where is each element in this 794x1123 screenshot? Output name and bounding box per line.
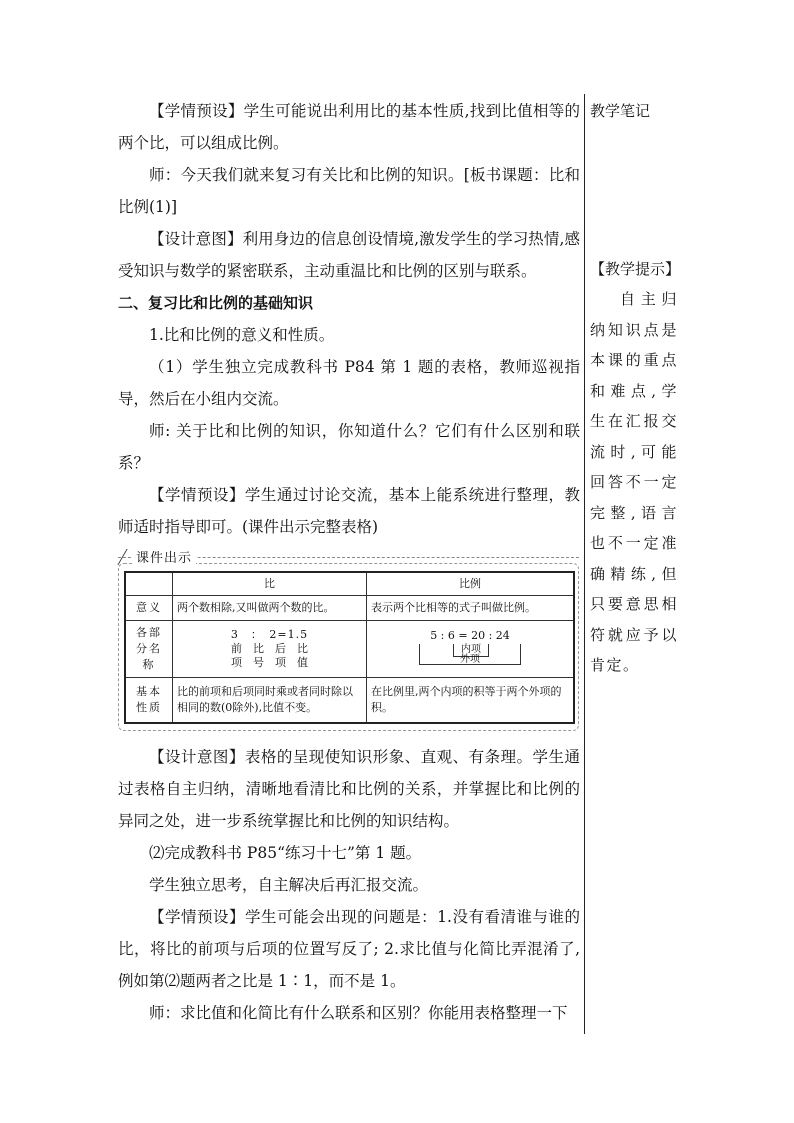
comparison-table (124, 571, 575, 724)
table-cell: 两个数相除,又叫做两个数的比。 (173, 596, 367, 621)
paragraph: 师: 关于比和比例的知识，你知道什么？它们有什么区别和联系？ (118, 422, 580, 472)
table-header-cell: 比 (173, 572, 367, 596)
table-cell: 在比例里,两个内项的积等于两个外项的积。 (367, 678, 575, 724)
row-label: 基本性质 (125, 678, 173, 724)
paragraph: 【设计意图】表格的呈现使知识形象、直观、有条理。学生通过表格自主归纳，清晰地看清比和比例的关系，并掌握比和比例的异同之处，进一步系统掌握比和比例的知识结构。 (118, 748, 580, 830)
ratio-part-names: 前 比 后 比 (231, 642, 308, 655)
table-row (125, 596, 574, 621)
paragraph: 【设计意图】利用身边的信息创设情境,激发学生的学习热情,感受知识与数学的紧密联系，主动重温比和比例的区别与联系。 (118, 230, 580, 280)
table-row (125, 621, 574, 678)
proportion-diagram (415, 626, 525, 672)
main-text-bottom (118, 741, 580, 1029)
proportion-expression: 5 : 6 = 20 : 24 (430, 629, 510, 642)
teaching-tip-heading: 【教学提示】 (590, 260, 681, 278)
paragraph: 【学情预设】学生可能说出利用比的基本性质,找到比值相等的两个比，可以组成比例。 (118, 102, 580, 152)
table-cell: 比的前项和后项同时乘或者同时除以相同的数(0除外),比值不变。 (173, 678, 367, 724)
paragraph: 【学情预设】学生通过讨论交流，基本上能系统进行整理，教师适时指导即可。(课件出示完整表格) (118, 486, 580, 536)
paragraph: 学生独立思考，自主解决后再汇报交流。 (149, 876, 429, 894)
paragraph: ⑵完成教科书 P85“练习十七”第 1 题。 (149, 844, 422, 862)
paragraph: 师：今天我们就来复习有关比和比例的知识。[板书课题：比和比例(1)] (118, 166, 580, 216)
paragraph: 1.比和比例的意义和性质。 (149, 326, 335, 344)
row-label: 意义 (125, 596, 173, 621)
inner-terms-label: 内项 (453, 644, 489, 657)
paragraph: 师：求比值和化简比有什么联系和区别？你能用表格整理一下 (149, 1004, 568, 1022)
table-header-cell: 比例 (367, 572, 575, 596)
table-cell (367, 621, 575, 678)
courseware-box (118, 547, 579, 731)
margin-divider (584, 94, 585, 1034)
ratio-expression: 3 ： 2=1.5 (230, 628, 309, 641)
table-row (125, 678, 574, 724)
outer-terms-label: 外项 (460, 654, 480, 665)
paragraph: 【学情预设】学生可能会出现的问题是：1.没有看清谁与谁的比，将比的前项与后项的位置写反了; 2.求比值与化简比弄混淆了,例如第⑵题两者之比是 1∶1，而不是 1。 (118, 908, 580, 990)
ratio-parts (177, 628, 362, 670)
section-heading: 二、复习比和比例的基础知识 (118, 294, 314, 312)
teaching-tip-text: 自主归纳知识点是本课的重点和难点,学生在汇报交流时,可能回答不一定完整,语言也不一定准确精练,但只要意思相符就应予以肯定。 (590, 290, 678, 674)
paragraph: （1）学生独立完成教科书 P84 第 1 题的表格，教师巡视指导，然后在小组内交流。 (118, 358, 580, 408)
ratio-part-names: 项 号 项 值 (231, 656, 308, 669)
sidebar-title: 教学笔记 (590, 102, 651, 120)
table-cell: 表示两个比相等的式子叫做比例。 (367, 596, 575, 621)
table-cell (173, 621, 367, 678)
table-header-cell (125, 572, 173, 596)
courseware-tab: 课件出示 (132, 547, 196, 566)
teaching-tip-body (590, 284, 678, 681)
row-label: 各部分名称 (125, 621, 173, 678)
table-header-row (125, 572, 574, 596)
main-text-top (118, 95, 580, 543)
